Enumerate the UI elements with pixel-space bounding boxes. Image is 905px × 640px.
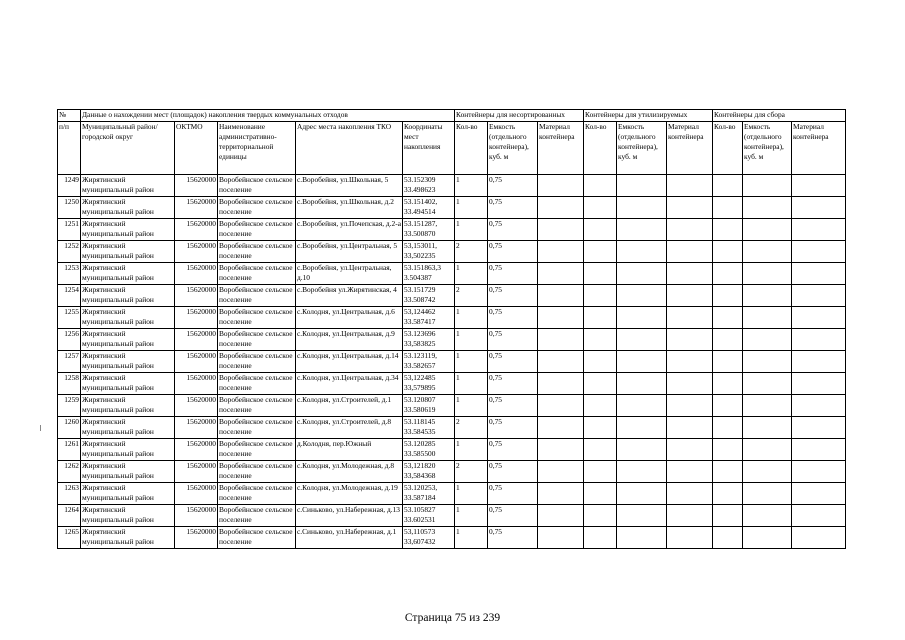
cell-oktmo: 15620000 xyxy=(175,373,218,395)
cell-coords: 53,122485 33,579895 xyxy=(403,373,455,395)
table-row xyxy=(58,285,846,307)
table-row xyxy=(58,395,846,417)
cell-unsorted-material xyxy=(538,285,584,307)
group-header-location: Данные о нахождении мест (площадок) накопления твердых коммунальных отходов xyxy=(81,110,455,122)
cell-collect-count xyxy=(713,197,743,219)
cell-collect-material xyxy=(792,241,846,263)
cell-recycle-count xyxy=(584,219,617,241)
cell-collect-material xyxy=(792,461,846,483)
cell-recycle-material xyxy=(667,175,713,197)
cell-unsorted-capacity: 0,75 xyxy=(488,307,538,329)
col-header-unsorted-material: Материал контейнера xyxy=(538,122,584,175)
cell-collect-count xyxy=(713,219,743,241)
cell-unsorted-capacity: 0,75 xyxy=(488,505,538,527)
cell-admin-unit: Воробейнское сельское поселение xyxy=(218,219,296,241)
cell-unsorted-capacity: 0,75 xyxy=(488,439,538,461)
table-group-header-row xyxy=(58,110,846,122)
table-row xyxy=(58,483,846,505)
cell-collect-capacity xyxy=(743,285,792,307)
cell-coords: 53,110573 33,607432 xyxy=(403,527,455,549)
cell-collect-material xyxy=(792,483,846,505)
cell-coords: 53.152309 33.498623 xyxy=(403,175,455,197)
cell-address: с.Колодня, ул.Центральная, д.9 xyxy=(296,329,403,351)
cell-coords: 53.118145 33.584535 xyxy=(403,417,455,439)
cell-oktmo: 15620000 xyxy=(175,219,218,241)
cell-oktmo: 15620000 xyxy=(175,505,218,527)
cell-unsorted-capacity: 0,75 xyxy=(488,461,538,483)
cell-unsorted-count: 1 xyxy=(455,197,488,219)
cell-coords: 53.123119, 33.582657 xyxy=(403,351,455,373)
cell-collect-capacity xyxy=(743,219,792,241)
cell-collect-capacity xyxy=(743,329,792,351)
cell-collect-count xyxy=(713,307,743,329)
cell-unsorted-material xyxy=(538,263,584,285)
group-header-unsorted: Контейнеры для несортированных xyxy=(455,110,584,122)
cell-collect-capacity xyxy=(743,505,792,527)
cell-unsorted-capacity: 0,75 xyxy=(488,483,538,505)
cell-num: 1252 xyxy=(58,241,81,263)
cell-coords: 53.151863,3 3.504387 xyxy=(403,263,455,285)
cell-recycle-capacity xyxy=(617,351,667,373)
table-row xyxy=(58,527,846,549)
table-row xyxy=(58,307,846,329)
cell-unsorted-capacity: 0,75 xyxy=(488,351,538,373)
table-row xyxy=(58,197,846,219)
col-header-recycle-count: Кол-во xyxy=(584,122,617,175)
cell-collect-count xyxy=(713,505,743,527)
cell-address: с.Воробейня, ул.Почепская, д.2-а xyxy=(296,219,403,241)
cell-collect-material xyxy=(792,263,846,285)
col-header-num: п/п xyxy=(58,122,81,175)
cell-collect-count xyxy=(713,351,743,373)
table-row xyxy=(58,175,846,197)
cell-unsorted-count: 1 xyxy=(455,483,488,505)
cell-address: с.Колодня, ул.Молодежная, д.8 xyxy=(296,461,403,483)
cell-recycle-capacity xyxy=(617,285,667,307)
cell-recycle-capacity xyxy=(617,483,667,505)
cell-oktmo: 15620000 xyxy=(175,241,218,263)
cell-collect-capacity xyxy=(743,483,792,505)
cell-num: 1255 xyxy=(58,307,81,329)
cell-coords: 53,153011, 33,502235 xyxy=(403,241,455,263)
cell-collect-material xyxy=(792,329,846,351)
cell-unsorted-capacity: 0,75 xyxy=(488,175,538,197)
table-row xyxy=(58,263,846,285)
cell-address: с.Воробейня, ул.Центральная, 5 xyxy=(296,241,403,263)
cell-address: с.Колодня, ул.Центральная, д.34 xyxy=(296,373,403,395)
cell-coords: 53.105827 33.602531 xyxy=(403,505,455,527)
cell-unsorted-capacity: 0,75 xyxy=(488,373,538,395)
cell-admin-unit: Воробейнское сельское поселение xyxy=(218,483,296,505)
cell-recycle-capacity xyxy=(617,439,667,461)
cell-admin-unit: Воробейнское сельское поселение xyxy=(218,197,296,219)
cell-unsorted-count: 1 xyxy=(455,505,488,527)
cell-num: 1264 xyxy=(58,505,81,527)
col-header-recycle-capacity: Емкость (отдельного контейнера), куб. м xyxy=(617,122,667,175)
cell-district: Жирятинский муниципальный район xyxy=(81,461,175,483)
cell-num: 1258 xyxy=(58,373,81,395)
cell-coords: 53.120807 33.580619 xyxy=(403,395,455,417)
cell-admin-unit: Воробейнское сельское поселение xyxy=(218,439,296,461)
cell-recycle-material xyxy=(667,307,713,329)
cell-num: 1256 xyxy=(58,329,81,351)
cell-address: с.Синьково, ул.Набережная, д.13 xyxy=(296,505,403,527)
cell-collect-count xyxy=(713,417,743,439)
cell-recycle-material xyxy=(667,395,713,417)
cell-collect-capacity xyxy=(743,417,792,439)
cell-num: 1261 xyxy=(58,439,81,461)
table-row xyxy=(58,439,846,461)
cell-recycle-count xyxy=(584,505,617,527)
cell-unsorted-count: 1 xyxy=(455,373,488,395)
cell-unsorted-capacity: 0,75 xyxy=(488,285,538,307)
cell-coords: 53.151287, 33.500870 xyxy=(403,219,455,241)
group-header-num: № xyxy=(58,110,81,122)
cell-recycle-capacity xyxy=(617,505,667,527)
cell-admin-unit: Воробейнское сельское поселение xyxy=(218,461,296,483)
cell-unsorted-material xyxy=(538,439,584,461)
cell-collect-capacity xyxy=(743,241,792,263)
cell-recycle-count xyxy=(584,527,617,549)
cell-unsorted-material xyxy=(538,483,584,505)
cell-collect-capacity xyxy=(743,439,792,461)
cell-unsorted-capacity: 0,75 xyxy=(488,263,538,285)
cell-recycle-capacity xyxy=(617,197,667,219)
col-header-address: Адрес места накопления ТКО xyxy=(296,122,403,175)
cell-recycle-capacity xyxy=(617,329,667,351)
cell-collect-capacity xyxy=(743,527,792,549)
cell-admin-unit: Воробейнское сельское поселение xyxy=(218,351,296,373)
cell-oktmo: 15620000 xyxy=(175,483,218,505)
cell-unsorted-count: 1 xyxy=(455,219,488,241)
cell-collect-capacity xyxy=(743,175,792,197)
cell-unsorted-capacity: 0,75 xyxy=(488,197,538,219)
cell-unsorted-material xyxy=(538,417,584,439)
cell-admin-unit: Воробейнское сельское поселение xyxy=(218,241,296,263)
cell-collect-count xyxy=(713,285,743,307)
cell-collect-material xyxy=(792,417,846,439)
cell-recycle-material xyxy=(667,285,713,307)
cell-collect-count xyxy=(713,439,743,461)
cell-admin-unit: Воробейнское сельское поселение xyxy=(218,307,296,329)
margin-tick-mark xyxy=(40,425,41,431)
cell-collect-capacity xyxy=(743,461,792,483)
cell-recycle-material xyxy=(667,197,713,219)
cell-num: 1260 xyxy=(58,417,81,439)
cell-recycle-count xyxy=(584,307,617,329)
cell-collect-count xyxy=(713,483,743,505)
cell-district: Жирятинский муниципальный район xyxy=(81,329,175,351)
cell-unsorted-count: 2 xyxy=(455,417,488,439)
cell-unsorted-count: 1 xyxy=(455,395,488,417)
cell-recycle-count xyxy=(584,417,617,439)
cell-district: Жирятинский муниципальный район xyxy=(81,395,175,417)
cell-unsorted-count: 2 xyxy=(455,241,488,263)
cell-num: 1249 xyxy=(58,175,81,197)
cell-address: с.Колодня, ул.Центральная, д.6 xyxy=(296,307,403,329)
table-row xyxy=(58,219,846,241)
cell-oktmo: 15620000 xyxy=(175,417,218,439)
cell-oktmo: 15620000 xyxy=(175,263,218,285)
cell-district: Жирятинский муниципальный район xyxy=(81,241,175,263)
cell-unsorted-capacity: 0,75 xyxy=(488,329,538,351)
cell-collect-count xyxy=(713,329,743,351)
cell-collect-material xyxy=(792,307,846,329)
cell-district: Жирятинский муниципальный район xyxy=(81,439,175,461)
cell-unsorted-material xyxy=(538,197,584,219)
cell-unsorted-count: 1 xyxy=(455,351,488,373)
cell-unsorted-material xyxy=(538,527,584,549)
cell-recycle-material xyxy=(667,505,713,527)
cell-recycle-count xyxy=(584,263,617,285)
cell-recycle-count xyxy=(584,483,617,505)
cell-coords: 53.123696 33,583825 xyxy=(403,329,455,351)
tko-sites-table xyxy=(57,109,846,549)
cell-collect-material xyxy=(792,505,846,527)
cell-admin-unit: Воробейнское сельское поселение xyxy=(218,285,296,307)
cell-coords: 53,124462 33.587417 xyxy=(403,307,455,329)
cell-oktmo: 15620000 xyxy=(175,329,218,351)
cell-district: Жирятинский муниципальный район xyxy=(81,285,175,307)
cell-recycle-count xyxy=(584,461,617,483)
cell-unsorted-material xyxy=(538,329,584,351)
cell-district: Жирятинский муниципальный район xyxy=(81,197,175,219)
cell-num: 1251 xyxy=(58,219,81,241)
cell-recycle-material xyxy=(667,373,713,395)
cell-recycle-capacity xyxy=(617,263,667,285)
cell-collect-capacity xyxy=(743,351,792,373)
cell-unsorted-material xyxy=(538,461,584,483)
cell-admin-unit: Воробейнское сельское поселение xyxy=(218,175,296,197)
cell-coords: 53.120253, 33.587184 xyxy=(403,483,455,505)
cell-unsorted-capacity: 0,75 xyxy=(488,527,538,549)
cell-admin-unit: Воробейнское сельское поселение xyxy=(218,417,296,439)
cell-unsorted-material xyxy=(538,505,584,527)
group-header-recycle: Контейнеры для утилизируемых xyxy=(584,110,713,122)
col-header-admin-unit: Наименование административно-территориальной единицы xyxy=(218,122,296,175)
cell-recycle-count xyxy=(584,373,617,395)
cell-collect-material xyxy=(792,175,846,197)
cell-collect-material xyxy=(792,527,846,549)
cell-district: Жирятинский муниципальный район xyxy=(81,505,175,527)
cell-district: Жирятинский муниципальный район xyxy=(81,175,175,197)
col-header-unsorted-count: Кол-во xyxy=(455,122,488,175)
cell-collect-count xyxy=(713,461,743,483)
cell-district: Жирятинский муниципальный район xyxy=(81,527,175,549)
cell-address: с.Воробейня ул.Жирятинская, 4 xyxy=(296,285,403,307)
cell-collect-material xyxy=(792,351,846,373)
cell-recycle-count xyxy=(584,175,617,197)
table-row xyxy=(58,351,846,373)
cell-address: с.Воробейня, ул.Центральная, д.10 xyxy=(296,263,403,285)
cell-collect-material xyxy=(792,285,846,307)
cell-num: 1262 xyxy=(58,461,81,483)
cell-admin-unit: Воробейнское сельское поселение xyxy=(218,329,296,351)
cell-unsorted-capacity: 0,75 xyxy=(488,417,538,439)
cell-collect-capacity xyxy=(743,307,792,329)
cell-num: 1254 xyxy=(58,285,81,307)
col-header-unsorted-capacity: Емкость (отдельного контейнера), куб. м xyxy=(488,122,538,175)
cell-admin-unit: Воробейнское сельское поселение xyxy=(218,373,296,395)
cell-address: д.Колодня, пер.Южный xyxy=(296,439,403,461)
col-header-district: Муниципальный район/городской округ xyxy=(81,122,175,175)
cell-recycle-material xyxy=(667,329,713,351)
cell-num: 1250 xyxy=(58,197,81,219)
cell-unsorted-material xyxy=(538,395,584,417)
cell-address: с.Колодня, ул.Центральная, д.14 xyxy=(296,351,403,373)
cell-recycle-capacity xyxy=(617,373,667,395)
cell-address: с.Колодня, ул.Строителей, д.8 xyxy=(296,417,403,439)
cell-unsorted-material xyxy=(538,373,584,395)
cell-collect-material xyxy=(792,219,846,241)
cell-collect-material xyxy=(792,197,846,219)
cell-recycle-count xyxy=(584,241,617,263)
cell-unsorted-count: 2 xyxy=(455,461,488,483)
cell-unsorted-count: 1 xyxy=(455,439,488,461)
cell-unsorted-count: 1 xyxy=(455,527,488,549)
cell-oktmo: 15620000 xyxy=(175,395,218,417)
cell-address: с.Колодня, ул.Молодежная, д.19 xyxy=(296,483,403,505)
cell-num: 1259 xyxy=(58,395,81,417)
cell-district: Жирятинский муниципальный район xyxy=(81,263,175,285)
cell-unsorted-capacity: 0,75 xyxy=(488,395,538,417)
cell-unsorted-capacity: 0,75 xyxy=(488,241,538,263)
cell-district: Жирятинский муниципальный район xyxy=(81,373,175,395)
cell-oktmo: 15620000 xyxy=(175,197,218,219)
cell-recycle-count xyxy=(584,395,617,417)
cell-recycle-material xyxy=(667,351,713,373)
cell-recycle-count xyxy=(584,329,617,351)
cell-collect-count xyxy=(713,241,743,263)
cell-recycle-capacity xyxy=(617,219,667,241)
table-body xyxy=(58,175,846,549)
cell-num: 1257 xyxy=(58,351,81,373)
cell-oktmo: 15620000 xyxy=(175,461,218,483)
cell-district: Жирятинский муниципальный район xyxy=(81,351,175,373)
cell-address: с.Воробейня, ул.Школьная, д.2 xyxy=(296,197,403,219)
cell-recycle-capacity xyxy=(617,417,667,439)
cell-recycle-capacity xyxy=(617,307,667,329)
cell-recycle-capacity xyxy=(617,527,667,549)
cell-collect-count xyxy=(713,395,743,417)
cell-oktmo: 15620000 xyxy=(175,307,218,329)
cell-num: 1265 xyxy=(58,527,81,549)
table-column-header-row xyxy=(58,122,846,175)
cell-unsorted-material xyxy=(538,219,584,241)
cell-address: с.Синьково, ул.Набережная, д.1 xyxy=(296,527,403,549)
cell-unsorted-count: 1 xyxy=(455,307,488,329)
col-header-recycle-material: Материал контейнера xyxy=(667,122,713,175)
cell-recycle-material xyxy=(667,241,713,263)
cell-unsorted-count: 1 xyxy=(455,263,488,285)
table-row xyxy=(58,329,846,351)
cell-coords: 53.151729 33.508742 xyxy=(403,285,455,307)
table-row xyxy=(58,241,846,263)
col-header-collect-count: Кол-во xyxy=(713,122,743,175)
table-row xyxy=(58,417,846,439)
cell-unsorted-count: 1 xyxy=(455,175,488,197)
cell-collect-material xyxy=(792,373,846,395)
cell-address: с.Воробейня, ул.Школьная, 5 xyxy=(296,175,403,197)
cell-district: Жирятинский муниципальный район xyxy=(81,483,175,505)
col-header-oktmo: ОКТМО xyxy=(175,122,218,175)
cell-district: Жирятинский муниципальный район xyxy=(81,307,175,329)
cell-recycle-material xyxy=(667,439,713,461)
cell-coords: 53.151402, 33.494514 xyxy=(403,197,455,219)
cell-unsorted-material xyxy=(538,241,584,263)
cell-unsorted-count: 1 xyxy=(455,329,488,351)
page-number-footer: Страница 75 из 239 xyxy=(404,612,501,624)
group-header-collect: Контейнеры для сбора xyxy=(713,110,846,122)
cell-coords: 53,121820 33,584368 xyxy=(403,461,455,483)
cell-admin-unit: Воробейнское сельское поселение xyxy=(218,263,296,285)
cell-num: 1263 xyxy=(58,483,81,505)
cell-oktmo: 15620000 xyxy=(175,175,218,197)
cell-admin-unit: Воробейнское сельское поселение xyxy=(218,505,296,527)
cell-recycle-material xyxy=(667,417,713,439)
cell-collect-count xyxy=(713,263,743,285)
cell-admin-unit: Воробейнское сельское поселение xyxy=(218,527,296,549)
cell-recycle-capacity xyxy=(617,395,667,417)
table-row xyxy=(58,505,846,527)
cell-recycle-capacity xyxy=(617,461,667,483)
cell-unsorted-capacity: 0,75 xyxy=(488,219,538,241)
cell-collect-count xyxy=(713,527,743,549)
cell-district: Жирятинский муниципальный район xyxy=(81,219,175,241)
cell-recycle-capacity xyxy=(617,175,667,197)
cell-recycle-material xyxy=(667,527,713,549)
cell-collect-count xyxy=(713,175,743,197)
cell-recycle-material xyxy=(667,461,713,483)
cell-collect-capacity xyxy=(743,263,792,285)
cell-oktmo: 15620000 xyxy=(175,527,218,549)
cell-recycle-material xyxy=(667,483,713,505)
cell-recycle-count xyxy=(584,285,617,307)
cell-num: 1253 xyxy=(58,263,81,285)
col-header-coords: Координаты мест накопления xyxy=(403,122,455,175)
cell-unsorted-material xyxy=(538,307,584,329)
cell-unsorted-count: 2 xyxy=(455,285,488,307)
col-header-collect-material: Материал контейнера xyxy=(792,122,846,175)
cell-recycle-count xyxy=(584,439,617,461)
cell-recycle-capacity xyxy=(617,241,667,263)
cell-recycle-count xyxy=(584,197,617,219)
cell-collect-capacity xyxy=(743,395,792,417)
cell-collect-count xyxy=(713,373,743,395)
cell-oktmo: 15620000 xyxy=(175,439,218,461)
table-row xyxy=(58,373,846,395)
cell-collect-capacity xyxy=(743,197,792,219)
cell-collect-material xyxy=(792,395,846,417)
cell-recycle-material xyxy=(667,219,713,241)
cell-oktmo: 15620000 xyxy=(175,285,218,307)
cell-district: Жирятинский муниципальный район xyxy=(81,417,175,439)
cell-unsorted-material xyxy=(538,175,584,197)
cell-unsorted-material xyxy=(538,351,584,373)
cell-recycle-material xyxy=(667,263,713,285)
cell-coords: 53.120285 33.585500 xyxy=(403,439,455,461)
cell-address: с.Колодня, ул.Строителей, д.1 xyxy=(296,395,403,417)
cell-collect-capacity xyxy=(743,373,792,395)
table-row xyxy=(58,461,846,483)
cell-oktmo: 15620000 xyxy=(175,351,218,373)
col-header-collect-capacity: Емкость (отдельного контейнера), куб. м xyxy=(743,122,792,175)
cell-recycle-count xyxy=(584,351,617,373)
cell-collect-material xyxy=(792,439,846,461)
cell-admin-unit: Воробейнское сельское поселение xyxy=(218,395,296,417)
